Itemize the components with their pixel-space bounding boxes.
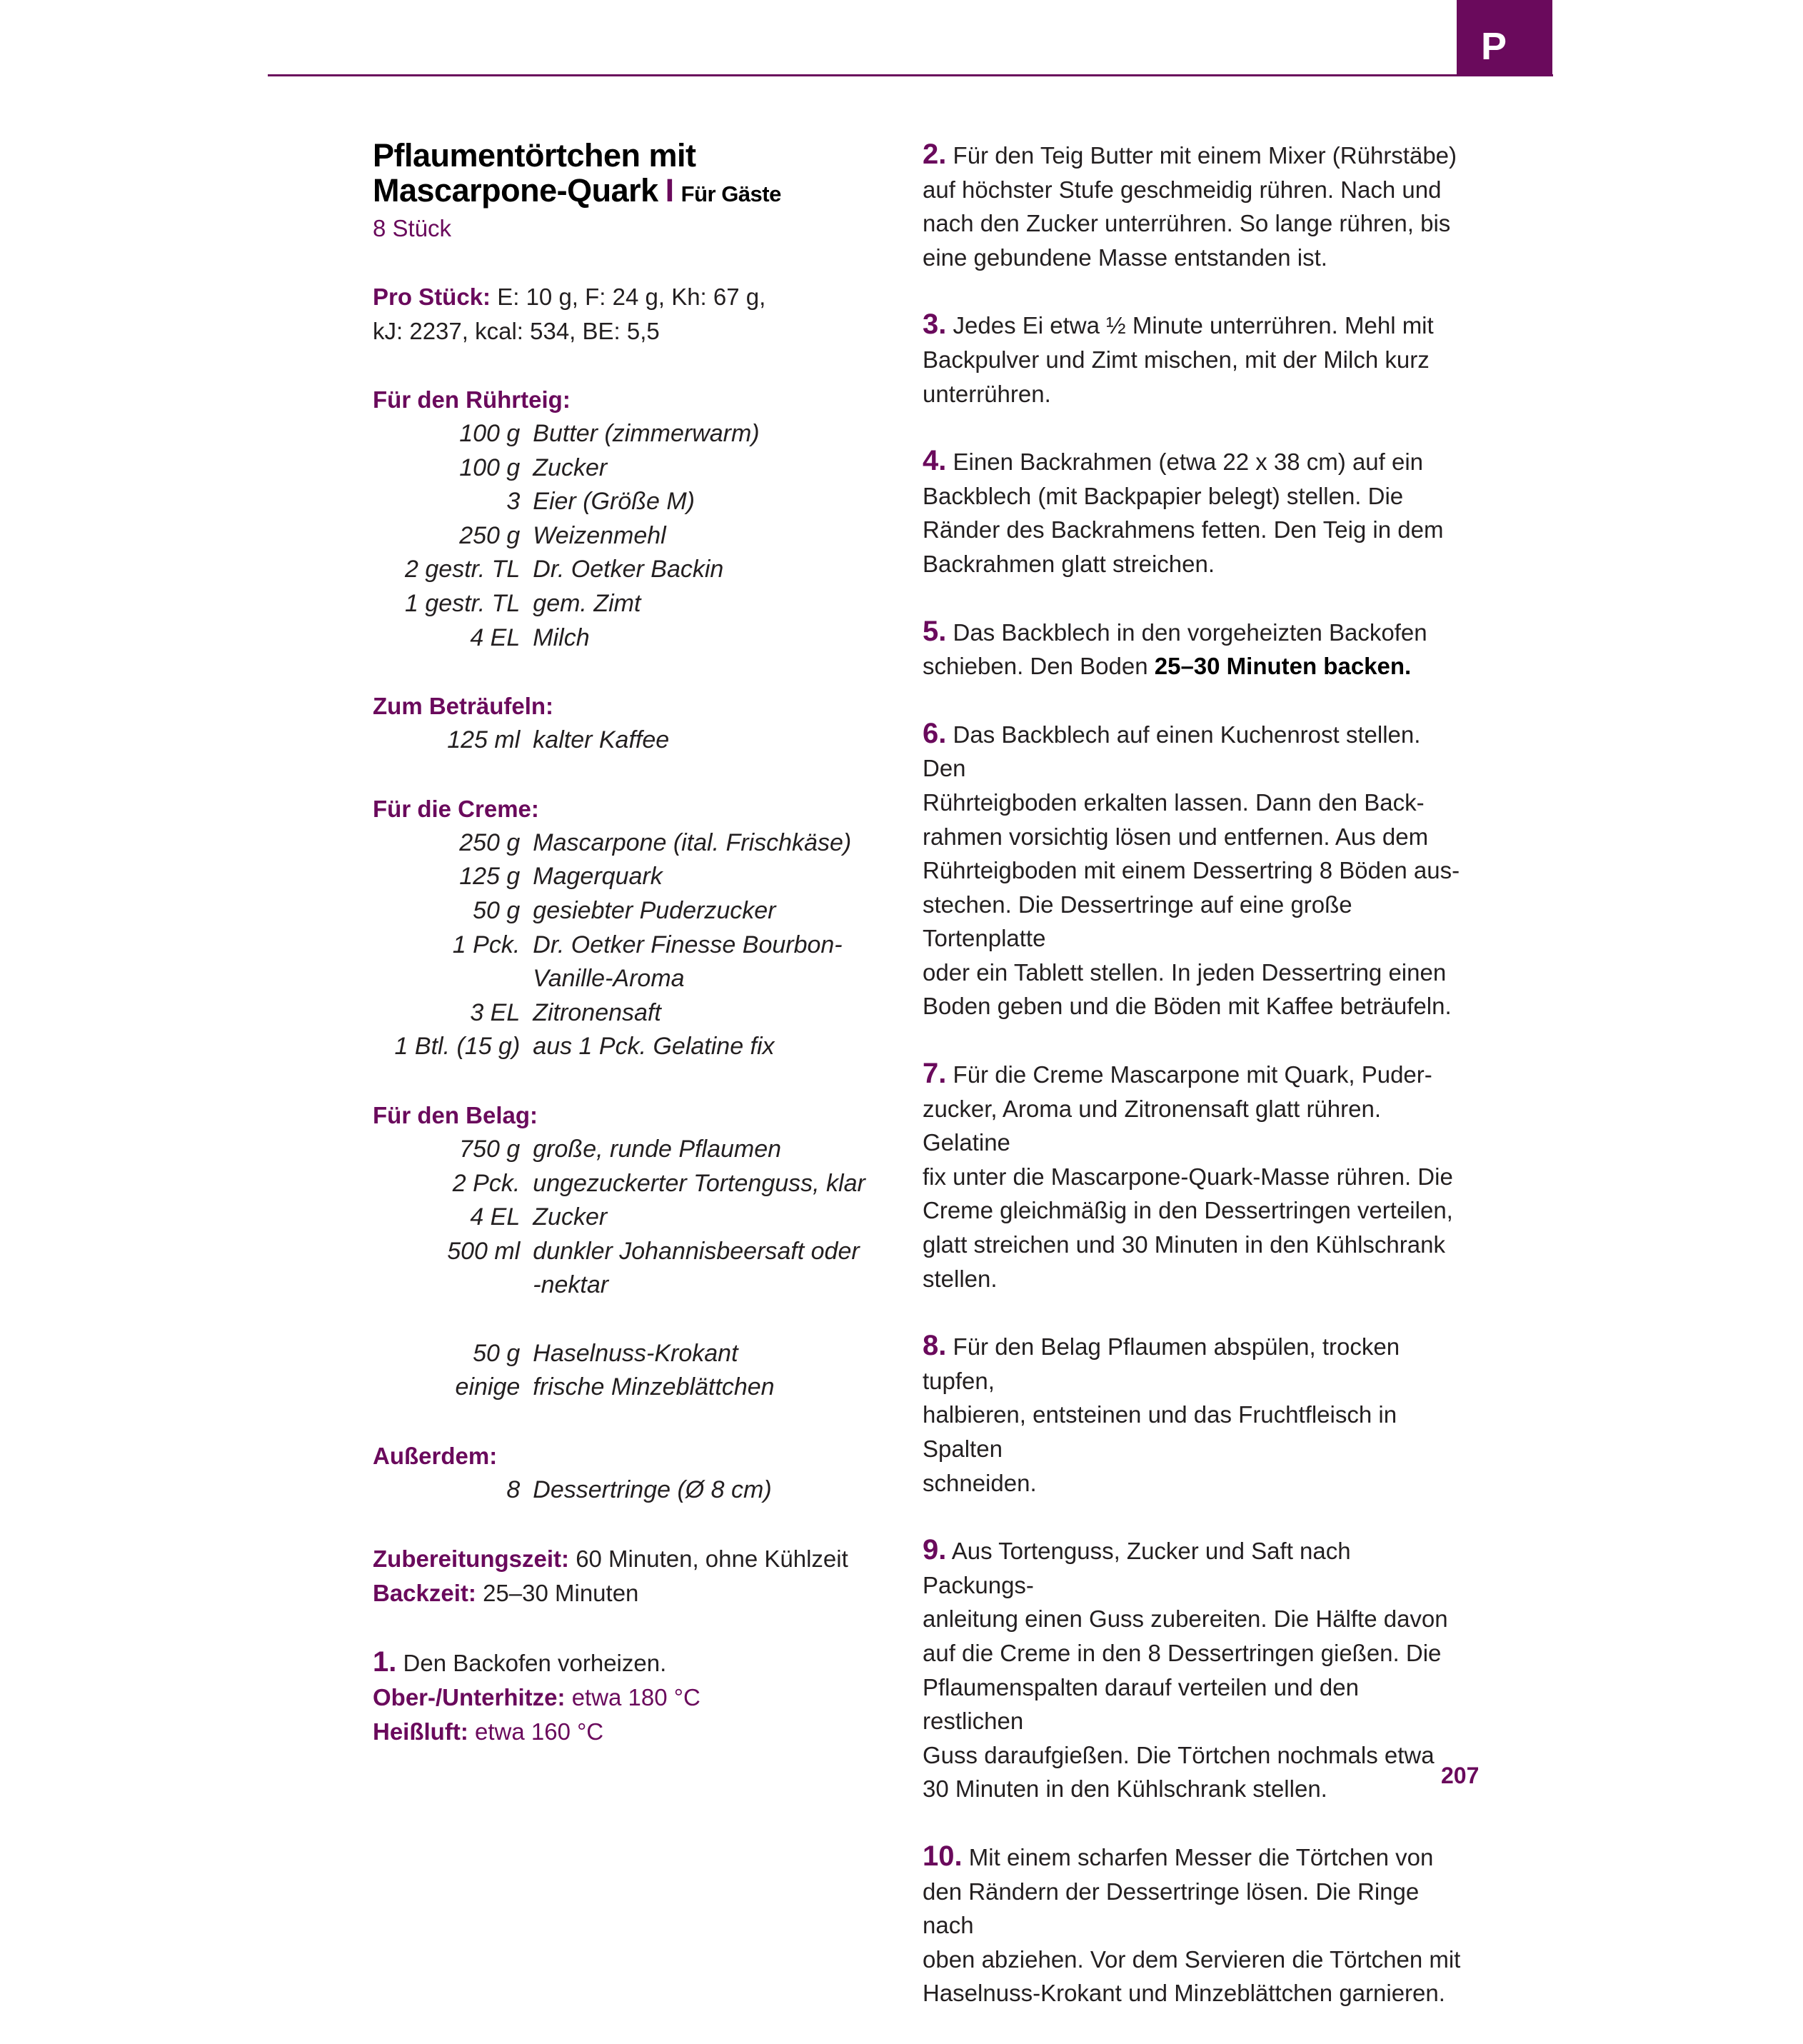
step-3 xyxy=(923,308,1465,411)
ingredient-name: dunkler Johannisbeersaft oder xyxy=(533,1237,860,1265)
prep-time-label: Zubereitungszeit: xyxy=(373,1545,570,1572)
ingredient-name: Butter (zimmerwarm) xyxy=(533,420,760,447)
step-line: Für die Creme Mascarpone mit Quark, Puder- xyxy=(953,1061,1432,1088)
step-line: unterrühren. xyxy=(923,380,1051,407)
chapter-letter: P xyxy=(1481,25,1507,68)
ingredient-amount: 750 g xyxy=(459,1135,521,1163)
step-number: 2. xyxy=(923,139,947,170)
step-line: stechen. Die Dessertringe auf eine große Tortenplatte xyxy=(923,891,1352,952)
step-line: oder ein Tablett stellen. In jeden Dessertring einen xyxy=(923,958,1447,986)
ingredient-amount: 100 g xyxy=(459,420,521,447)
ingredient-amount: 125 ml xyxy=(447,726,521,754)
bake-time-label: Backzeit: xyxy=(373,1579,476,1606)
step-line: glatt streichen und 30 Minuten in den Kühlschrank xyxy=(923,1231,1445,1258)
ingredient-amount: 8 xyxy=(506,1476,521,1504)
step-number: 9. xyxy=(923,1534,947,1566)
ingredient-name: gesiebter Puderzucker xyxy=(533,896,776,924)
step-number: 5. xyxy=(923,615,947,647)
step-line: Das Backblech in den vorgeheizten Backofen xyxy=(953,618,1427,646)
title-line-1: Pflaumentörtchen mit xyxy=(373,137,696,174)
step-line: nach den Zucker unterrühren. So lange rühren, bis xyxy=(923,210,1451,237)
step-line: Das Backblech auf einen Kuchenrost stellen. Den xyxy=(923,721,1421,782)
ingredient-row xyxy=(373,1133,901,1167)
step-line: Rührteigboden mit einem Dessertring 8 Böden aus- xyxy=(923,857,1460,884)
step-line: Guss daraufgießen. Die Törtchen nochmals etwa xyxy=(923,1741,1435,1768)
step-2 xyxy=(923,138,1465,274)
ingredient-row xyxy=(373,451,901,486)
step-number: 1. xyxy=(373,1645,397,1678)
step-line: Backblech (mit Backpapier belegt) stellen. Die xyxy=(923,482,1404,509)
ingredient-row xyxy=(373,1030,901,1064)
ingredient-name: aus 1 Pck. Gelatine fix xyxy=(533,1033,775,1061)
ingredient-name: Vanille-Aroma xyxy=(533,965,685,993)
step-8 xyxy=(923,1329,1465,1500)
ingredient-amount: 2 Pck. xyxy=(452,1169,521,1197)
step-line: Für den Teig Butter mit einem Mixer (Rührstäbe) xyxy=(953,142,1457,169)
step-7 xyxy=(923,1057,1465,1296)
ingredient-row xyxy=(373,996,901,1031)
nutrition xyxy=(373,280,901,314)
step-4 xyxy=(923,444,1465,581)
step-line: Creme gleichmäßig in den Dessertringen verteilen, xyxy=(923,1197,1453,1224)
ingredient-name: ungezuckerter Tortenguss, klar xyxy=(533,1169,865,1197)
ingredient-name: Haselnuss-Krokant xyxy=(533,1339,738,1367)
step-line: auf die Creme in den 8 Dessertringen gießen. Die xyxy=(923,1639,1442,1666)
step-line: oben abziehen. Vor dem Servieren die Törtchen mit xyxy=(923,1945,1461,1973)
step-line: fix unter die Mascarpone-Quark-Masse rühren. Die xyxy=(923,1163,1453,1190)
chapter-tab xyxy=(1457,0,1552,76)
right-column xyxy=(923,138,1465,2044)
ingredient-amount: 3 EL xyxy=(470,998,521,1026)
ingredient-row xyxy=(373,1337,901,1371)
ingredient-amount: 250 g xyxy=(459,521,521,549)
ingredient-name: Mascarpone (ital. Frischkäse) xyxy=(533,828,852,856)
ingredient-amount: 4 EL xyxy=(470,623,521,651)
ingredient-name: große, runde Pflaumen xyxy=(533,1135,782,1163)
ingredient-name: Zitronensaft xyxy=(533,998,661,1026)
ingredient-amount: 4 EL xyxy=(470,1203,521,1231)
ingredient-row xyxy=(373,1268,901,1303)
oven-top-bottom-label: Ober-/Unterhitze: xyxy=(373,1683,566,1710)
step-line: Einen Backrahmen (etwa 22 x 38 cm) auf ein xyxy=(953,449,1424,476)
step-1 xyxy=(373,1645,901,1680)
oven-convection-label: Heißluft: xyxy=(373,1718,468,1745)
page-number: 207 xyxy=(1441,1763,1480,1788)
prep-time-value: 60 Minuten, ohne Kühlzeit xyxy=(576,1545,848,1572)
oven-top-bottom-value: etwa 180 °C xyxy=(571,1683,700,1710)
ingredient-row xyxy=(373,723,901,758)
ingredient-name: Dessertringe (Ø 8 cm) xyxy=(533,1476,772,1504)
ingredient-group-title: Außerdem: xyxy=(373,1443,498,1470)
ingredient-row xyxy=(373,826,901,861)
ingredient-row xyxy=(373,553,901,587)
step-line: Pflaumenspalten darauf verteilen und den restlichen xyxy=(923,1673,1359,1735)
ingredient-amount: 1 gestr. TL xyxy=(405,589,521,617)
step-line: Haselnuss-Krokant und Minzeblättchen garnieren. xyxy=(923,1980,1445,2007)
ingredient-row xyxy=(373,1473,901,1508)
bake-time xyxy=(373,1576,901,1610)
step-line: rahmen vorsichtig lösen und entfernen. Aus dem xyxy=(923,823,1429,850)
step-emphasis: 25–30 Minuten backen. xyxy=(1154,653,1412,680)
ingredient-row xyxy=(373,417,901,451)
step-line: Backpulver und Zimt mischen, mit der Milch kurz xyxy=(923,346,1430,373)
step-line: auf höchster Stufe geschmeidig rühren. Nach und xyxy=(923,176,1442,203)
ingredient-row xyxy=(373,587,901,621)
step-number: 10. xyxy=(923,1840,963,1872)
ingredient-name: Zucker xyxy=(533,454,608,481)
step-1-text: Den Backofen vorheizen. xyxy=(403,1649,667,1676)
ingredient-amount: einige xyxy=(455,1373,521,1401)
step-line: Ränder des Backrahmens fetten. Den Teig in dem xyxy=(923,516,1444,543)
occasion: Für Gäste xyxy=(680,181,781,206)
step-9 xyxy=(923,1533,1465,1806)
ingredient-row xyxy=(373,1371,901,1405)
step-line: eine gebundene Masse entstanden ist. xyxy=(923,244,1327,271)
ingredient-name: Dr. Oetker Backin xyxy=(533,556,724,583)
prep-time xyxy=(373,1542,901,1576)
oven-convection-value: etwa 160 °C xyxy=(474,1718,604,1745)
step-line: schneiden. xyxy=(923,1469,1037,1496)
ingredient-name: Eier (Größe M) xyxy=(533,488,695,516)
nutrition-label: Pro Stück: xyxy=(373,284,491,310)
ingredient-amount: 50 g xyxy=(473,896,521,924)
ingredient-row xyxy=(373,1201,901,1235)
step-line: Mit einem scharfen Messer die Törtchen von xyxy=(968,1843,1434,1870)
ingredient-row xyxy=(373,519,901,553)
ingredient-row xyxy=(373,894,901,928)
ingredient-row xyxy=(373,962,901,996)
ingredient-amount: 2 gestr. TL xyxy=(405,556,521,583)
ingredient-row xyxy=(373,621,901,656)
step-line: anleitung einen Guss zubereiten. Die Hälfte davon xyxy=(923,1605,1448,1633)
title-separator: I xyxy=(665,172,674,209)
step-10 xyxy=(923,1840,1465,2010)
ingredient-group-title: Für den Belag: xyxy=(373,1101,538,1128)
step-6 xyxy=(923,717,1465,1023)
step-line: Backrahmen glatt streichen. xyxy=(923,550,1215,577)
ingredient-name: Milch xyxy=(533,623,590,651)
ingredient-name: kalter Kaffee xyxy=(533,726,670,754)
oven-convection xyxy=(373,1715,901,1749)
ingredient-row xyxy=(373,1167,901,1201)
left-column xyxy=(373,138,901,1749)
step-line: Für den Belag Pflaumen abspülen, trocken tupfen, xyxy=(923,1333,1400,1394)
portion: 8 Stück xyxy=(373,215,452,241)
ingredient-amount: 500 ml xyxy=(447,1237,521,1265)
ingredient-list xyxy=(373,349,901,1508)
ingredient-amount: 125 g xyxy=(459,863,521,891)
ingredient-amount: 1 Pck. xyxy=(452,931,521,958)
header-rule xyxy=(268,74,1553,76)
ingredient-name: gem. Zimt xyxy=(533,589,641,617)
ingredient-name: Weizenmehl xyxy=(533,521,666,549)
bake-time-value: 25–30 Minuten xyxy=(483,1579,639,1606)
step-line: stellen. xyxy=(923,1265,998,1292)
step-line: Jedes Ei etwa ½ Minute unterrühren. Mehl mit xyxy=(953,312,1434,339)
step-number: 7. xyxy=(923,1058,947,1090)
step-line: schieben. Den Boden xyxy=(923,653,1155,680)
step-number: 8. xyxy=(923,1330,947,1362)
ingredient-group-title: Zum Beträufeln: xyxy=(373,693,554,720)
ingredient-amount: 1 Btl. (15 g) xyxy=(394,1033,521,1061)
step-line: zucker, Aroma und Zitronensaft glatt rühren. Gelatine xyxy=(923,1095,1382,1156)
step-line: Aus Tortenguss, Zucker und Saft nach Packungs- xyxy=(923,1538,1351,1598)
step-number: 4. xyxy=(923,445,947,477)
step-line: halbieren, entsteinen und das Fruchtfleisch in Spalten xyxy=(923,1401,1397,1462)
recipe-title xyxy=(373,138,901,211)
step-line: Boden geben und die Böden mit Kaffee beträufeln. xyxy=(923,993,1452,1020)
ingredient-amount: 100 g xyxy=(459,454,521,481)
ingredient-group-title: Für die Creme: xyxy=(373,795,539,822)
ingredient-name: Dr. Oetker Finesse Bourbon- xyxy=(533,931,843,958)
step-line: den Rändern der Dessertringe lösen. Die Ringe nach xyxy=(923,1878,1420,1939)
step-5 xyxy=(923,615,1465,683)
step-number: 3. xyxy=(923,309,947,341)
ingredient-name: Magerquark xyxy=(533,863,663,891)
ingredient-amount: 3 xyxy=(506,488,521,516)
step-line: Rührteigboden erkalten lassen. Dann den Back- xyxy=(923,788,1425,816)
ingredient-amount: 250 g xyxy=(459,828,521,856)
ingredient-name: -nektar xyxy=(533,1271,609,1299)
ingredient-amount: 50 g xyxy=(473,1339,521,1367)
oven-top-bottom xyxy=(373,1680,901,1715)
step-line: 30 Minuten in den Kühlschrank stellen. xyxy=(923,1775,1327,1803)
ingredient-group-title: Für den Rührteig: xyxy=(373,386,571,413)
ingredient-name: frische Minzeblättchen xyxy=(533,1373,775,1401)
ingredient-row xyxy=(373,860,901,894)
nutrition-line-2: kJ: 2237, kcal: 534, BE: 5,5 xyxy=(373,318,660,344)
ingredient-row xyxy=(373,1235,901,1269)
ingredient-name: Zucker xyxy=(533,1203,608,1231)
step-number: 6. xyxy=(923,717,947,749)
title-line-2: Mascarpone-Quark xyxy=(373,172,658,209)
ingredient-row xyxy=(373,485,901,519)
nutrition-line-1: E: 10 g, F: 24 g, Kh: 67 g, xyxy=(497,284,766,310)
ingredient-row xyxy=(373,928,901,963)
